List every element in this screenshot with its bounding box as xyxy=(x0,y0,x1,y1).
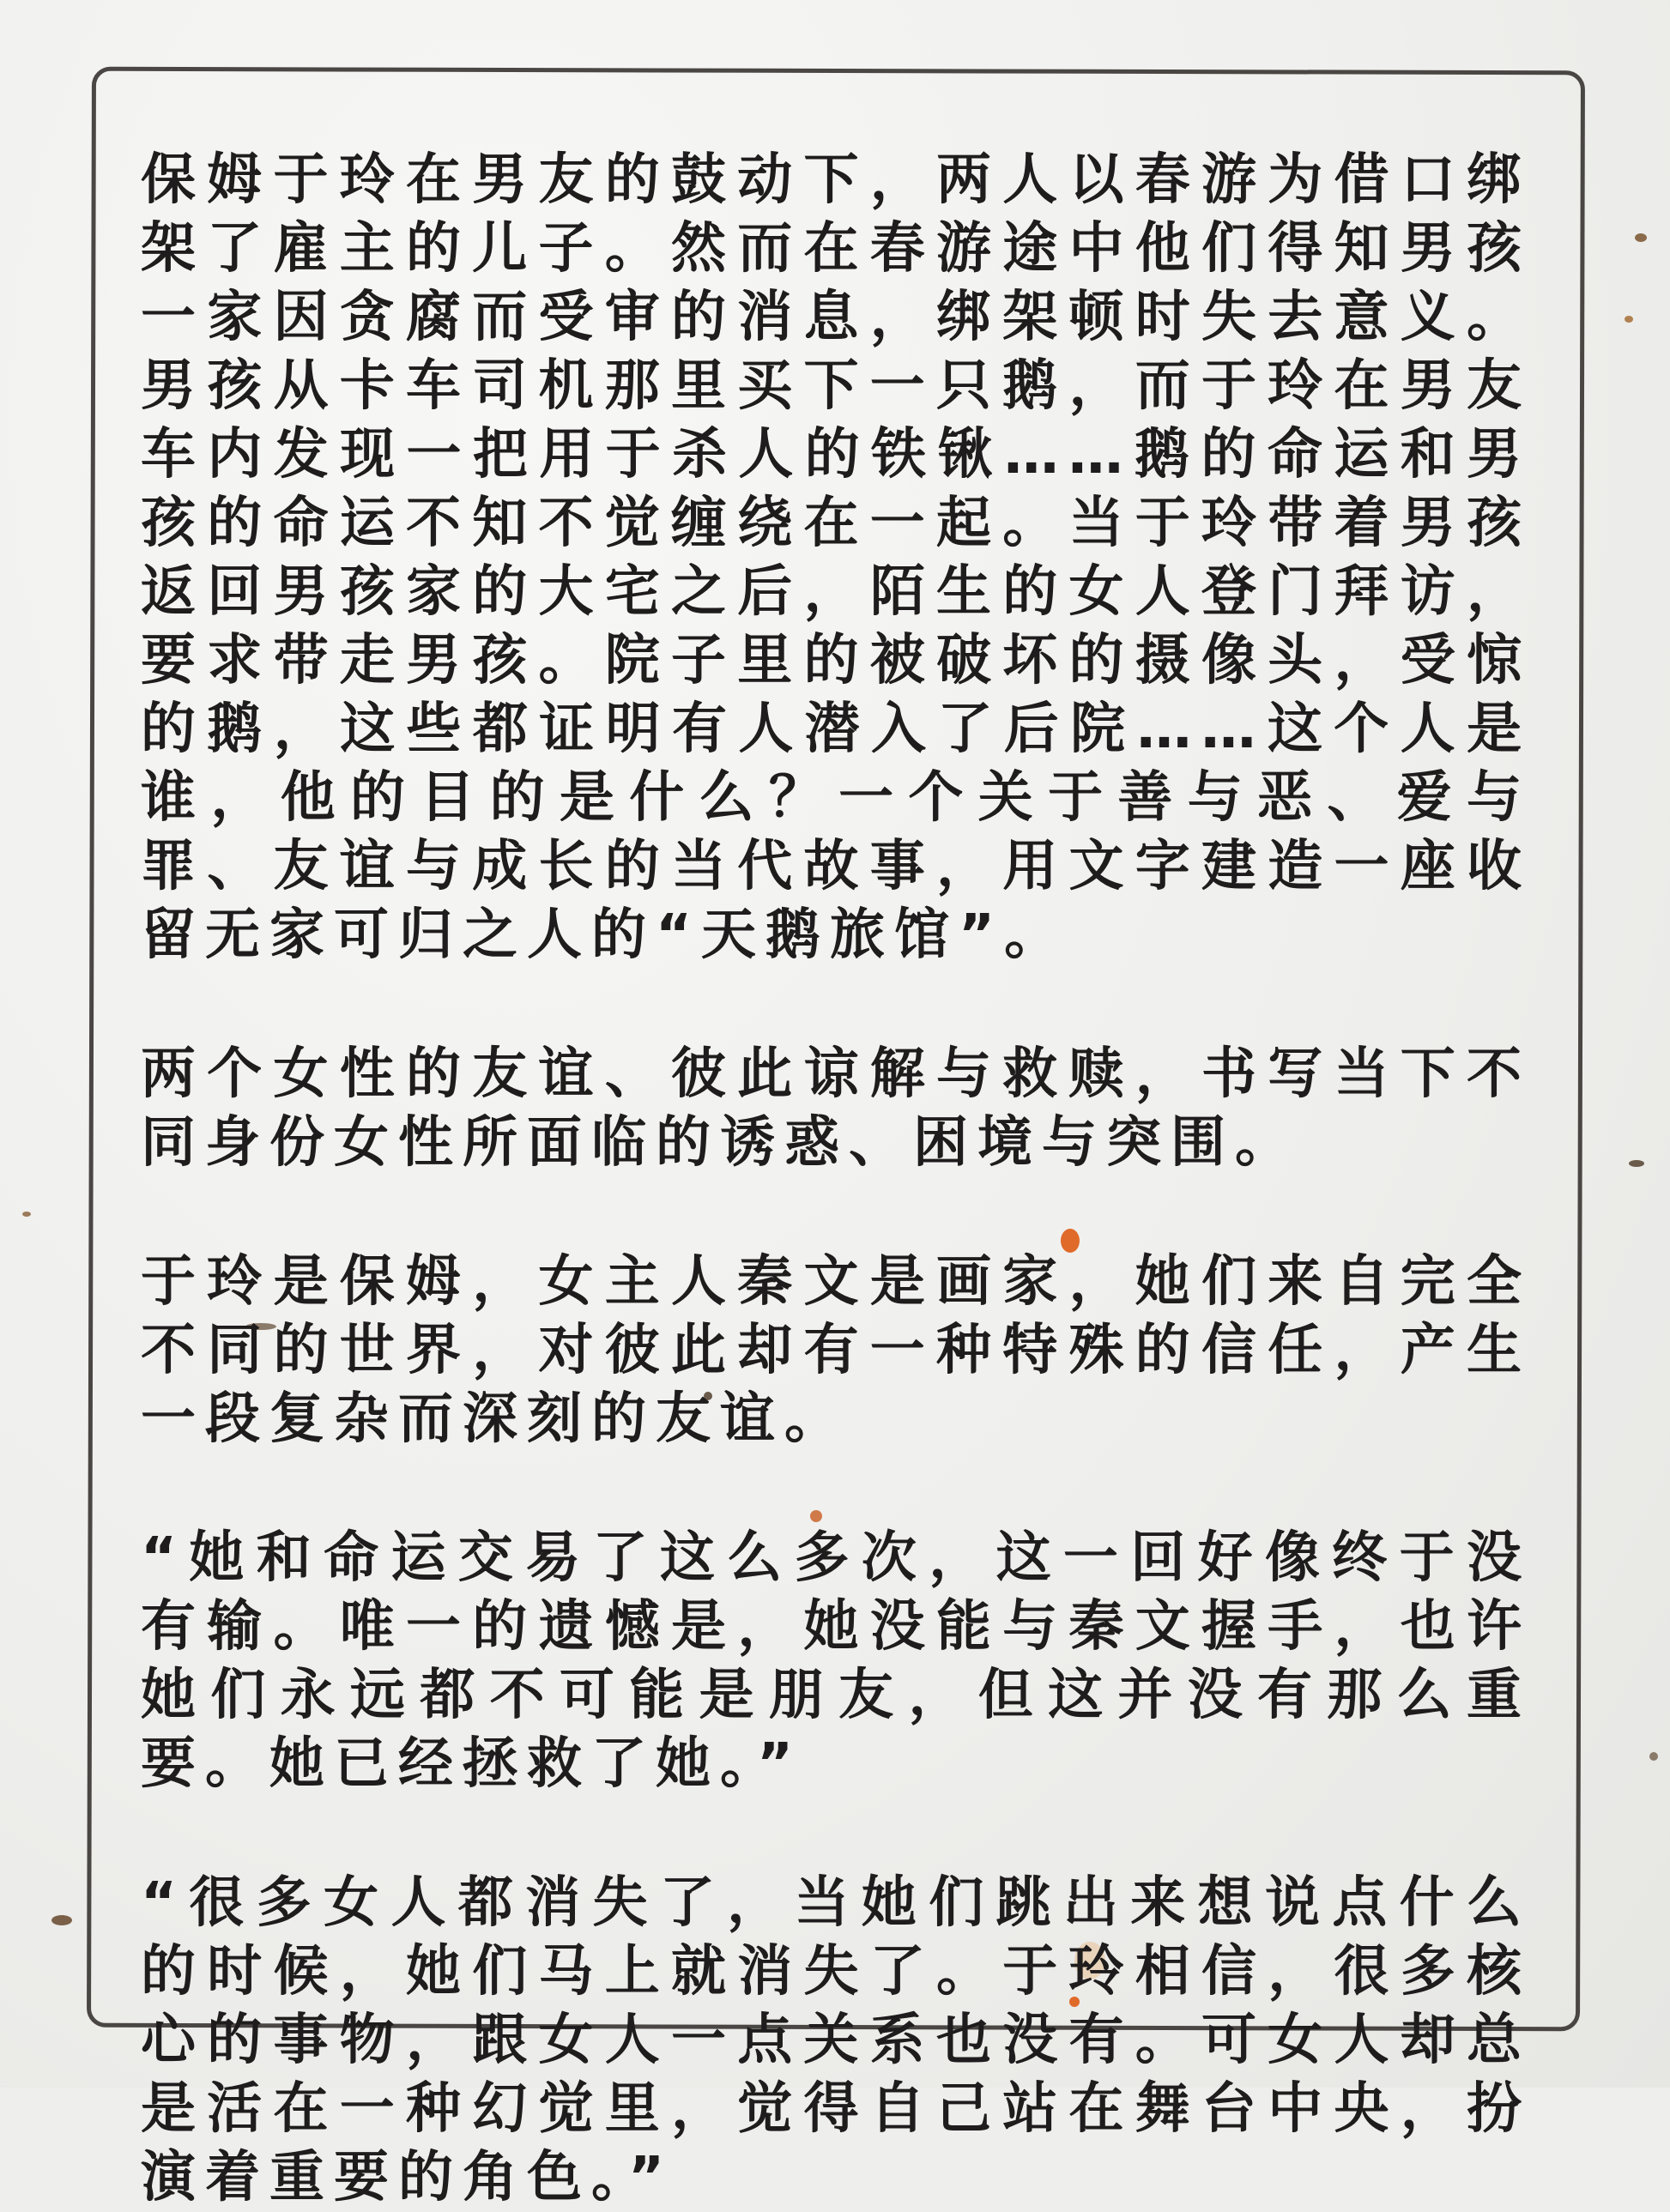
quote-paragraph-2: “很多女人都消失了，当她们跳出来想说点什么的时候，她们马上就消失了。于玲相信，很多核心的事物，跟女人一点关系也没有。可女人却总是活在一种幻觉里，觉得自己站在舞台中央，扮演着重要的角色。” xyxy=(141,1871,1531,2209)
theme-paragraph: 两个女性的友谊、彼此谅解与救赎，书写当下不同身份女性所面临的诱惑、困境与突围。 xyxy=(141,1043,1531,1175)
paper-speck xyxy=(1649,1752,1658,1761)
characters-paragraph: 于玲是保姆，女主人秦文是画家，她们来自完全不同的世界，对彼此却有一种特殊的信任，产生一段复杂而深刻的友谊。 xyxy=(141,1250,1531,1451)
synopsis-paragraph: 保姆于玲在男友的鼓动下，两人以春游为借口绑架了雇主的儿子。然而在春游途中他们得知男孩一家因贪腐而受审的消息，绑架顿时失去意义。男孩从卡车司机那里买下一只鹅，而于玲在男友车内发现一把用于杀人的铁锹……鹅的命运和男孩的命运不知不觉缠绕在一起。当于玲带着男孩返回男孩家的大宅之后，陌生的女人登门拜访，要求带走男孩。院子里的被破坏的摄像头，受惊的鹅，这些都证明有人潜入了后院……这个人是谁，他的目的是什么？一个关于善与恶、爱与罪、友谊与成长的当代故事，用文字建造一座收留无家可归之人的“天鹅旅馆”。 xyxy=(141,148,1531,967)
paper-speck xyxy=(1629,1160,1644,1167)
quote-paragraph-1: “她和命运交易了这么多次，这一回好像终于没有输。唯一的遗憾是，她没能与秦文握手，也许她们永远都不可能是朋友，但这并没有那么重要。她已经拯救了她。” xyxy=(141,1526,1531,1796)
paper-speck xyxy=(1635,233,1647,242)
paper-speck xyxy=(1625,316,1633,323)
text-body xyxy=(141,146,1531,2212)
paper-speck xyxy=(51,1915,72,1925)
paper-speck xyxy=(22,1212,31,1217)
